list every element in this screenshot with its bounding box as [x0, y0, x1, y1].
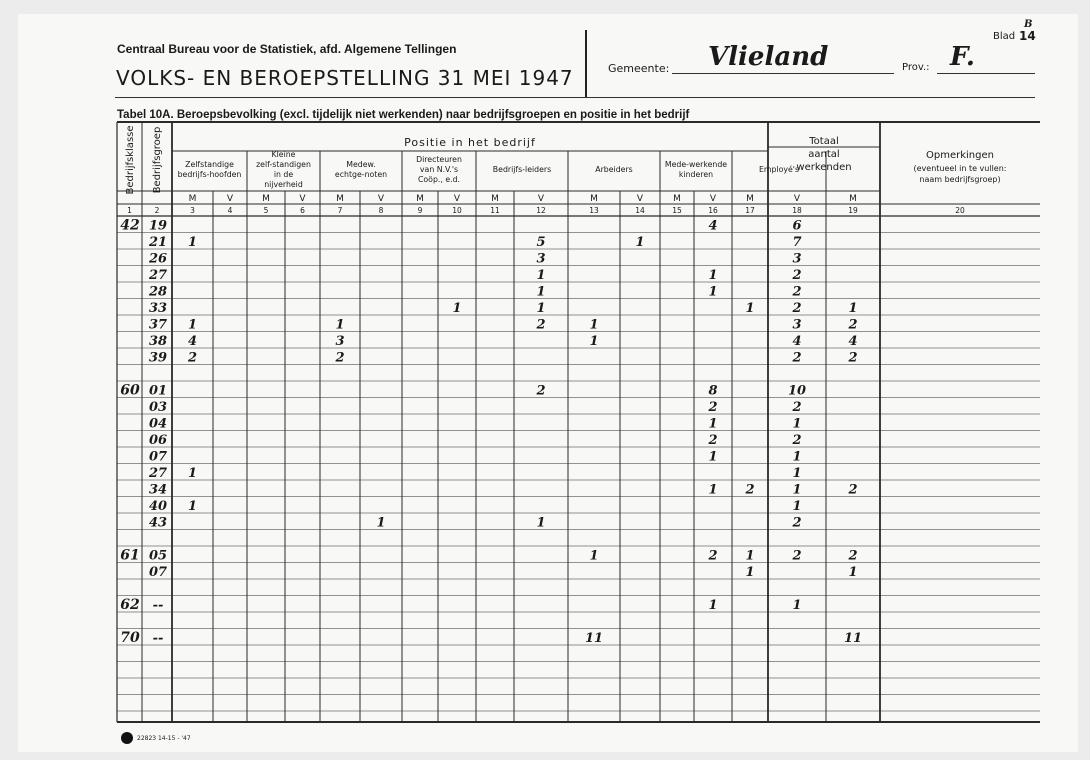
group-header-1: bedrijfs-hoofden [177, 170, 242, 179]
cell-value-col-18: 1 [792, 499, 802, 514]
cell-value-col-18: 1 [792, 416, 802, 432]
cell-value-col-18: 2 [792, 284, 802, 300]
mv-label: V [793, 194, 801, 204]
cell-value-col-16: 1 [708, 449, 718, 465]
form-title: VOLKS- EN BEROEPSTELLING 31 MEI 1947 [116, 66, 574, 90]
group-header-2: Kleine [271, 150, 296, 159]
group-header-6: Arbeiders [595, 165, 633, 174]
cell-value-col-18: 3 [792, 317, 802, 333]
cell-value-col-12: 1 [536, 515, 546, 531]
cell-value-col-18: 2 [792, 433, 802, 448]
mv-label: M [416, 194, 424, 204]
group-header-2: nijverheid [264, 180, 303, 189]
bedrijfsgroep-value: 07 [148, 449, 168, 465]
bedrijfsgroep-value: 37 [148, 317, 168, 333]
gemeente-label: Gemeente: [608, 62, 670, 75]
bedrijfsgroep-value: 04 [148, 416, 168, 432]
mv-label: M [188, 194, 197, 204]
column-number: 15 [672, 206, 682, 215]
bedrijfsklasse-value: 42 [120, 217, 140, 234]
cell-value-col-16: 4 [708, 218, 718, 234]
cell-value-col-18: 1 [792, 598, 802, 613]
group-header-7: kinderen [678, 170, 714, 179]
column-number: 1 [127, 206, 132, 215]
bedrijfsgroep-value: 27 [148, 466, 168, 481]
cell-value-col-12: 2 [536, 317, 546, 333]
cell-value-col-16: 1 [708, 416, 718, 432]
cell-value-col-19: 1 [848, 301, 858, 316]
column-number: 16 [708, 206, 718, 215]
cell-value-col-16: 1 [708, 268, 718, 283]
cell-value-col-12: 1 [536, 268, 546, 283]
cell-value-col-12: 3 [536, 251, 546, 267]
column-number: 3 [190, 206, 195, 215]
cell-value-col-16: 1 [708, 482, 718, 498]
cell-value-col-7: 1 [335, 317, 345, 333]
bedrijfsgroep-header: Bedrijfsgroep [152, 126, 163, 194]
cell-value-col-19: 11 [843, 631, 863, 646]
blad-mark: B [1024, 19, 1033, 30]
bedrijfsklasse-value: 60 [120, 382, 140, 399]
bedrijfsgroep-value: 27 [148, 268, 168, 283]
cell-value-col-18: 2 [792, 301, 802, 316]
bedrijfsklasse-value: 70 [120, 630, 140, 646]
bedrijfsgroep-value: 21 [148, 235, 168, 250]
cell-value-col-12: 2 [536, 383, 546, 399]
group-header-4: Directeuren [416, 155, 462, 164]
bedrijfsgroep-value: -- [152, 631, 164, 646]
cell-value-col-13: 1 [589, 317, 599, 333]
bedrijfsgroep-value: 39 [148, 350, 168, 366]
cell-value-col-16: 2 [708, 400, 718, 415]
prov-value: F. [950, 42, 975, 72]
prov-label: Prov.: [902, 62, 930, 73]
mv-label: M [336, 194, 344, 204]
cell-value-col-12: 1 [536, 301, 546, 316]
column-number: 7 [337, 206, 343, 215]
column-number: 17 [745, 206, 755, 215]
cell-value-col-18: 2 [792, 268, 802, 283]
cell-value-col-16: 8 [708, 383, 718, 399]
cell-value-col-19: 2 [848, 482, 858, 498]
cell-value-col-18: 10 [787, 383, 807, 399]
bedrijfsklasse-value: 61 [120, 547, 140, 564]
cell-value-col-3: 1 [187, 317, 198, 333]
bedrijfsklasse-header: Bedrijfsklasse [125, 125, 136, 195]
mv-label: M [673, 194, 681, 204]
cell-value-col-16: 2 [708, 433, 718, 448]
cell-value-col-18: 2 [792, 350, 802, 366]
cell-value-col-3: 1 [187, 235, 198, 250]
group-header-8: Employé's [758, 165, 800, 174]
column-number: 6 [300, 206, 305, 215]
group-header-2: in de [273, 170, 294, 179]
mv-label: V [377, 194, 385, 204]
column-number: 8 [378, 206, 384, 215]
cell-value-col-18: 2 [792, 515, 802, 531]
cell-value-col-16: 2 [708, 548, 718, 564]
cell-value-col-3: 4 [187, 334, 198, 349]
column-number: 20 [955, 206, 965, 215]
cell-value-col-19: 2 [848, 317, 858, 333]
mv-label: M [849, 194, 857, 204]
group-header-4: Coöp., e.d. [417, 175, 461, 184]
positie-header: Positie in het bedrijf [404, 136, 536, 149]
cell-value-col-8: 1 [376, 515, 386, 531]
cell-value-col-3: 2 [187, 350, 198, 366]
bedrijfsgroep-value: 01 [148, 383, 168, 399]
group-header-1: Zelfstandige [185, 160, 234, 169]
column-number: 14 [635, 206, 645, 215]
bedrijfsgroep-value: 43 [148, 515, 168, 531]
cell-value-col-18: 3 [792, 251, 802, 267]
bedrijfsgroep-value: 33 [148, 301, 168, 316]
cell-value-col-19: 1 [848, 565, 858, 580]
cell-value-col-13: 11 [584, 631, 604, 646]
column-number: 2 [154, 206, 160, 215]
cell-value-col-18: 1 [792, 482, 802, 498]
mv-label: V [537, 194, 545, 204]
cell-value-col-13: 1 [589, 548, 599, 564]
cell-value-col-17: 1 [745, 301, 755, 316]
bedrijfsgroep-value: 06 [148, 433, 168, 448]
cell-value-col-19: 2 [848, 548, 858, 564]
group-header-4: van N.V.'s [419, 165, 459, 174]
cell-value-col-7: 3 [335, 334, 345, 349]
opmerkingen-header: Opmerkingen [926, 150, 994, 161]
bedrijfsgroep-value: 05 [148, 548, 168, 564]
cell-value-col-17: 1 [745, 548, 755, 564]
column-number: 5 [263, 206, 269, 215]
blad-number: 14 [1019, 29, 1036, 43]
opmerkingen-note: (eventueel in te vullen: [913, 164, 1007, 173]
cell-value-col-18: 2 [792, 400, 802, 415]
group-header-2: zelf-standigen [256, 160, 311, 169]
cell-value-col-17: 1 [745, 565, 755, 580]
column-number: 10 [452, 206, 462, 215]
footer [121, 732, 191, 744]
column-number: 4 [227, 206, 233, 215]
cell-value-col-12: 5 [536, 235, 546, 250]
printer-logo-icon [121, 732, 133, 744]
group-header-5: Bedrijfs-leiders [492, 165, 552, 174]
bedrijfsklasse-value: 62 [120, 597, 140, 613]
bedrijfsgroep-value: -- [152, 598, 164, 613]
cell-value-col-16: 1 [708, 598, 718, 613]
bedrijfsgroep-value: 07 [148, 565, 168, 580]
mv-label: M [590, 194, 598, 204]
bedrijfsgroep-value: 03 [148, 400, 168, 415]
mv-label: V [299, 194, 306, 204]
cell-value-col-19: 2 [848, 350, 858, 366]
column-number: 13 [589, 206, 599, 215]
mv-label: V [636, 194, 644, 204]
opmerkingen-note: naam bedrijfsgroep) [919, 175, 1001, 184]
column-number: 9 [417, 206, 423, 215]
totaal-header: aantal [808, 149, 840, 160]
bedrijfsgroep-value: 28 [148, 284, 168, 300]
bedrijfsgroep-value: 34 [148, 482, 168, 498]
column-number: 18 [792, 206, 802, 215]
footer-code: 22823 14-15 - '47 [137, 734, 191, 742]
cell-value-col-18: 6 [792, 218, 802, 234]
gemeente-value: Vlieland [708, 42, 829, 72]
bedrijfsgroep-value: 19 [148, 218, 168, 234]
cell-value-col-18: 7 [792, 235, 802, 250]
cell-value-col-12: 1 [536, 284, 546, 300]
cell-value-col-18: 2 [792, 548, 802, 564]
cell-value-col-17: 2 [745, 482, 755, 498]
mv-label: M [262, 194, 270, 204]
bedrijfsgroep-value: 40 [148, 499, 168, 514]
totaal-header: Totaal [809, 136, 839, 147]
blad-label: Blad [993, 31, 1016, 42]
mv-label: M [746, 194, 754, 204]
cell-value-col-18: 4 [792, 334, 802, 349]
column-number: 11 [490, 206, 500, 215]
cell-value-col-18: 1 [792, 466, 802, 481]
cell-value-col-19: 4 [848, 334, 858, 349]
cell-value-col-7: 2 [335, 350, 345, 366]
organisation-name: Centraal Bureau voor de Statistiek, afd. Algemene Tellingen [117, 42, 457, 56]
cell-value-col-13: 1 [589, 334, 599, 349]
mv-label: V [226, 194, 234, 204]
group-header-7: Mede-werkende [664, 160, 728, 169]
table-title: Tabel 10A. Beroepsbevolking (excl. tijdelijk niet werkenden) naar bedrijfsgroepen en positie in het bedrijf [117, 109, 690, 121]
bedrijfsgroep-value: 26 [148, 251, 168, 267]
cell-value-col-16: 1 [708, 284, 718, 300]
totaal-header: werkenden [796, 162, 852, 173]
cell-value-col-3: 1 [187, 499, 198, 514]
cell-value-col-18: 1 [792, 449, 802, 465]
cell-value-col-10: 1 [452, 301, 462, 316]
cell-value-col-3: 1 [187, 466, 198, 481]
mv-label: V [453, 194, 461, 204]
group-header-3: echtge-noten [334, 170, 388, 179]
cell-value-col-14: 1 [635, 235, 645, 250]
group-header-3: Medew. [346, 160, 376, 169]
bedrijfsgroep-value: 38 [148, 334, 168, 349]
column-number: 12 [536, 206, 546, 215]
mv-label: M [491, 194, 499, 204]
mv-label: V [709, 194, 717, 204]
column-number: 19 [848, 206, 858, 215]
